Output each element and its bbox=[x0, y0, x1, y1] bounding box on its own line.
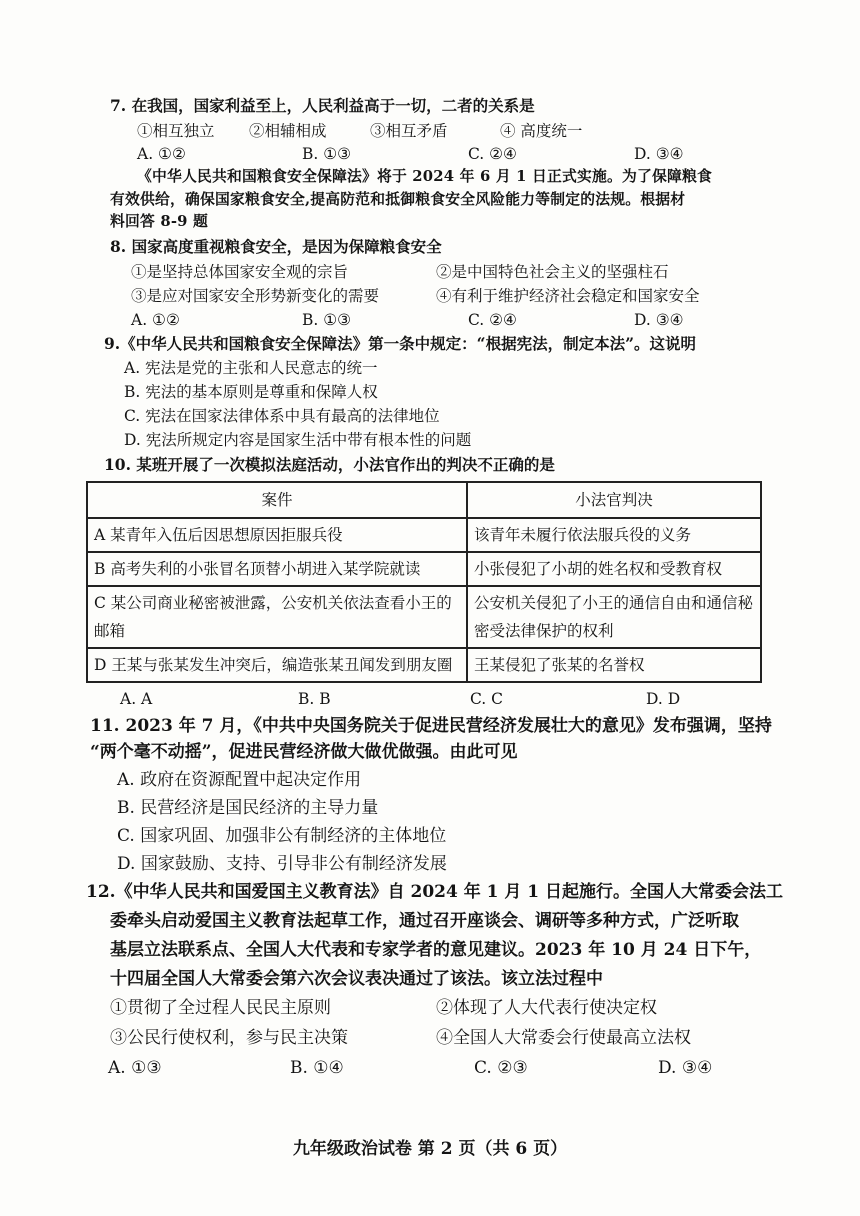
verdict-cell: 小张侵犯了小胡的姓名权和受教育权 bbox=[467, 552, 761, 586]
table-row bbox=[87, 648, 761, 682]
q9-stem: 9.《中华人民共和国粮食安全保障法》第一条中规定：“根据宪法，制定本法”。这说明 bbox=[104, 334, 697, 353]
header-case: 案件 bbox=[87, 482, 467, 518]
q7-option-a: A. ①② bbox=[137, 145, 186, 163]
q8-item-2: ②是中国特色社会主义的坚强柱石 bbox=[436, 263, 669, 281]
material-line-2: 有效供给，确保国家粮食安全,提高防范和抵御粮食安全风险能力等制定的法规。根据材 bbox=[110, 191, 686, 208]
q11-option-b: B. 民营经济是国民经济的主导力量 bbox=[117, 798, 379, 818]
page-footer: 九年级政治试卷 第 2 页（共 6 页） bbox=[292, 1139, 568, 1159]
q10-stem: 10. 某班开展了一次模拟法庭活动，小法官作出的判决不正确的是 bbox=[104, 455, 555, 474]
q7-option-d: D. ③④ bbox=[634, 145, 684, 163]
q11-option-c: C. 国家巩固、加强非公有制经济的主体地位 bbox=[117, 826, 447, 846]
q12-option-d: D. ③④ bbox=[658, 1058, 713, 1078]
q9-option-b: B. 宪法的基本原则是尊重和保障人权 bbox=[124, 383, 378, 401]
q9-option-d: D. 宪法所规定内容是国家生活中带有根本性的问题 bbox=[124, 431, 472, 449]
q7-option-c: C. ②④ bbox=[468, 145, 517, 163]
table-row bbox=[87, 552, 761, 586]
q11-stem-line-1: 11. 2023 年 7 月，《中共中央国务院关于促进民营经济发展壮大的意见》发布强调，坚持 bbox=[90, 716, 772, 736]
q11-option-d: D. 国家鼓励、支持、引导非公有制经济发展 bbox=[117, 854, 447, 874]
table-row bbox=[87, 518, 761, 552]
q11-stem-line-2: “两个毫不动摇”，促进民营经济做大做优做强。由此可见 bbox=[90, 742, 518, 762]
q7-stem: 7. 在我国，国家利益至上，人民利益高于一切，二者的关系是 bbox=[110, 96, 535, 115]
q12-stem-line-2: 委牵头启动爱国主义教育法起草工作，通过召开座谈会、调研等多种方式，广泛听取 bbox=[110, 911, 739, 931]
q7-item-3: ③相互矛盾 bbox=[370, 122, 448, 140]
case-cell: C 某公司商业秘密被泄露，公安机关依法查看小王的邮箱 bbox=[87, 586, 467, 648]
table-row bbox=[87, 586, 761, 648]
q10-option-c: C. C bbox=[470, 690, 504, 708]
table-header-row bbox=[87, 482, 761, 518]
q12-option-b: B. ①④ bbox=[290, 1058, 344, 1078]
q10-option-d: D. D bbox=[646, 690, 681, 708]
q12-item-4: ④全国人大常委会行使最高立法权 bbox=[436, 1028, 691, 1048]
q12-stem-line-1: 12.《中华人民共和国爱国主义教育法》自 2024 年 1 月 1 日起施行。全国人大常委会法工 bbox=[86, 882, 784, 902]
q8-item-1: ①是坚持总体国家安全观的宗旨 bbox=[131, 263, 349, 281]
q8-item-4: ④有利于维护经济社会稳定和国家安全 bbox=[436, 287, 700, 305]
q12-item-3: ③公民行使权利，参与民主决策 bbox=[110, 1028, 348, 1048]
q8-option-a: A. ①② bbox=[131, 311, 180, 329]
q12-option-a: A. ①③ bbox=[108, 1058, 162, 1078]
q8-option-b: B. ①③ bbox=[302, 311, 352, 329]
q7-item-2: ②相辅相成 bbox=[249, 122, 327, 140]
header-verdict: 小法官判决 bbox=[467, 482, 761, 518]
verdict-cell: 公安机关侵犯了小王的通信自由和通信秘密受法律保护的权利 bbox=[467, 586, 761, 648]
case-cell: B 高考失利的小张冒名顶替小胡进入某学院就读 bbox=[87, 552, 467, 586]
q8-stem: 8. 国家高度重视粮食安全，是因为保障粮食安全 bbox=[110, 237, 442, 256]
q8-item-3: ③是应对国家安全形势新变化的需要 bbox=[131, 287, 380, 305]
case-table bbox=[86, 481, 762, 683]
verdict-cell: 该青年未履行依法服兵役的义务 bbox=[467, 518, 761, 552]
material-line-3: 料回答 8-9 题 bbox=[110, 213, 209, 230]
q8-option-c: C. ②④ bbox=[468, 311, 517, 329]
q11-option-a: A. 政府在资源配置中起决定作用 bbox=[117, 770, 362, 790]
material-line-1: 《中华人民共和国粮食安全保障法》将于 2024 年 6 月 1 日正式实施。为了保障粮食 bbox=[137, 168, 712, 185]
q12-stem-line-4: 十四届全国人大常委会第六次会议表决通过了该法。该立法过程中 bbox=[110, 969, 603, 989]
case-cell: D 王某与张某发生冲突后，编造张某丑闻发到朋友圈 bbox=[87, 648, 467, 682]
verdict-cell: 王某侵犯了张某的名誉权 bbox=[467, 648, 761, 682]
q10-option-b: B. B bbox=[298, 690, 331, 708]
case-cell: A 某青年入伍后因思想原因拒服兵役 bbox=[87, 518, 467, 552]
q7-option-b: B. ①③ bbox=[302, 145, 352, 163]
q7-item-1: ①相互独立 bbox=[137, 122, 215, 140]
q10-option-a: A. A bbox=[120, 690, 153, 708]
q12-item-1: ①贯彻了全过程人民民主原则 bbox=[110, 998, 331, 1018]
q12-option-c: C. ②③ bbox=[474, 1058, 528, 1078]
q9-option-c: C. 宪法在国家法律体系中具有最高的法律地位 bbox=[124, 407, 440, 425]
q12-item-2: ②体现了人大代表行使决定权 bbox=[436, 998, 657, 1018]
q8-option-d: D. ③④ bbox=[634, 311, 684, 329]
q9-option-a: A. 宪法是党的主张和人民意志的统一 bbox=[124, 359, 378, 377]
q7-item-4: ④ 高度统一 bbox=[500, 122, 583, 140]
q12-stem-line-3: 基层立法联系点、全国人大代表和专家学者的意见建议。2023 年 10 月 24 日下午， bbox=[110, 940, 762, 960]
